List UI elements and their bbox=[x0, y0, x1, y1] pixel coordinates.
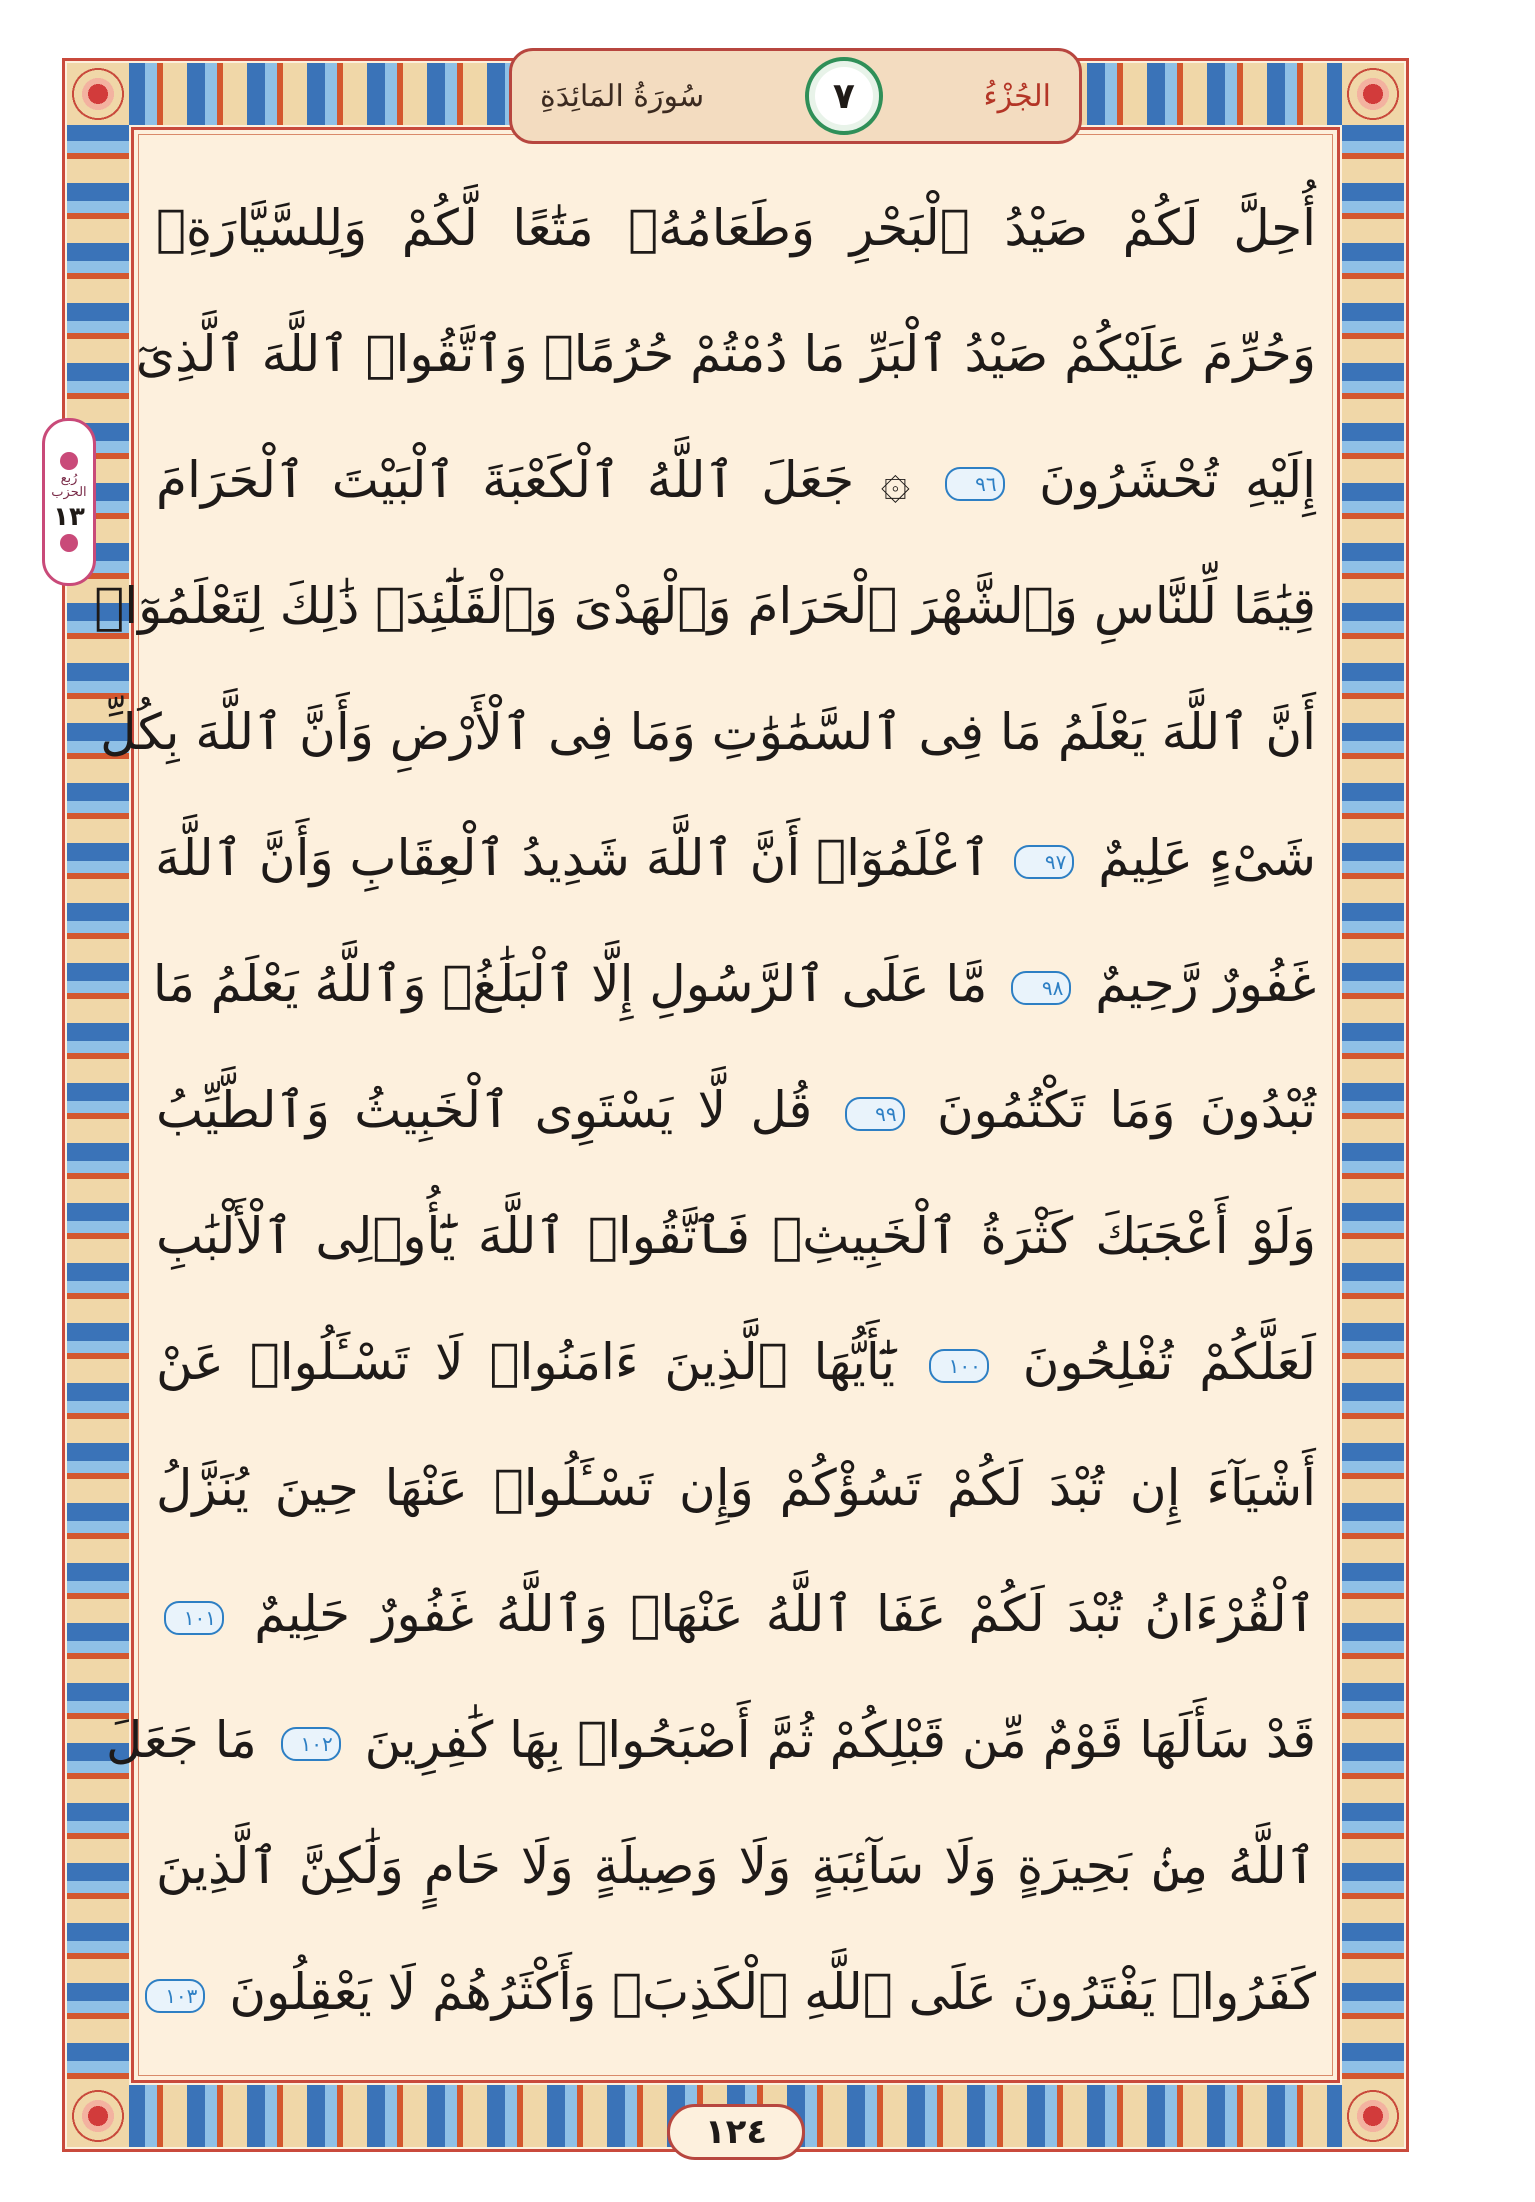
mushaf-page bbox=[51, 58, 1409, 2152]
page-number: ١٢٤ bbox=[667, 2104, 805, 2160]
line-text: قَدْ سَأَلَهَا قَوْمٌ مِّن قَبْلِكُمْ ثُمَّ أَصْبَحُوا۟ بِهَا كَٰفِرِينَ bbox=[364, 1711, 1316, 1769]
ayah-number-marker: ١٠١ bbox=[164, 1601, 224, 1635]
ayah-number-marker: ١٠٣ bbox=[145, 1979, 205, 2013]
ayah-number-marker: ١٠٠ bbox=[929, 1349, 989, 1383]
juz-label: الجُزْءُ bbox=[983, 78, 1051, 114]
flower-icon bbox=[60, 452, 78, 470]
text-line bbox=[100, 672, 1316, 792]
text-line bbox=[156, 420, 1316, 540]
text-line bbox=[156, 1932, 1316, 2052]
line-text: أَنَّ ٱللَّهَ يَعْلَمُ مَا فِى ٱلسَّمَٰوَٰتِ وَمَا فِى ٱلْأَرْضِ وَأَنَّ ٱللَّهَ بِكُلِّ bbox=[100, 703, 1316, 761]
line-text: لَعَلَّكُمْ تُفْلِحُونَ bbox=[1022, 1333, 1316, 1391]
page-header bbox=[509, 48, 1082, 144]
corner-ornament-bottom-right bbox=[1342, 2085, 1404, 2147]
text-line bbox=[156, 1176, 1316, 1296]
text-line bbox=[156, 1554, 1316, 1674]
line-text: وَحُرِّمَ عَلَيْكُمْ صَيْدُ ٱلْبَرِّ مَا دُمْتُمْ حُرُمًاۗ وَٱتَّقُوا۟ ٱللَّهَ ٱلَّذِىٓ bbox=[135, 325, 1316, 383]
text-line bbox=[156, 1806, 1316, 1926]
line-text: قِيَٰمًا لِّلنَّاسِ وَٱلشَّهْرَ ٱلْحَرَامَ وَٱلْهَدْىَ وَٱلْقَلَٰٓئِدَۚ ذَٰلِكَ لِتَعْلَمُوٓا۟ bbox=[94, 577, 1316, 635]
ayah-number-marker: ٩٩ bbox=[845, 1097, 905, 1131]
line-text-after: قُل لَّا يَسْتَوِى ٱلْخَبِيثُ وَٱلطَّيِّبُ bbox=[156, 1081, 813, 1139]
corner-ornament-bottom-left bbox=[67, 2085, 129, 2147]
line-text-after: مَا جَعَلَ bbox=[105, 1711, 257, 1769]
text-line bbox=[135, 294, 1316, 414]
line-text: أُحِلَّ لَكُمْ صَيْدُ ٱلْبَحْرِ وَطَعَامُهُۥ مَتَٰعًا لَّكُمْ وَلِلسَّيَّارَةِۖ bbox=[156, 199, 1316, 257]
juz-number-badge: ٧ bbox=[805, 57, 883, 135]
corner-ornament-top-left bbox=[67, 63, 129, 125]
line-text-after: مَّا عَلَى ٱلرَّسُولِ إِلَّا ٱلْبَلَٰغُۗ وَٱللَّهُ يَعْلَمُ مَا bbox=[152, 955, 988, 1013]
line-text: ٱلْقُرْءَانُ تُبْدَ لَكُمْ عَفَا ٱللَّهُ عَنْهَاۗ وَٱللَّهُ غَفُورٌ حَلِيمٌ bbox=[254, 1585, 1316, 1643]
ayah-number-marker: ٩٦ bbox=[945, 467, 1005, 501]
text-line bbox=[152, 924, 1316, 1044]
line-text: كَفَرُوا۟ يَفْتَرُونَ عَلَى ٱللَّهِ ٱلْكَذِبَۖ وَأَكْثَرُهُمْ لَا يَعْقِلُونَ bbox=[229, 1963, 1316, 2021]
rub-hizb-number: ١٣ bbox=[53, 502, 85, 533]
line-text: إِلَيْهِ تُحْشَرُونَ bbox=[1039, 451, 1316, 509]
line-text: أَشْيَآءَ إِن تُبْدَ لَكُمْ تَسُؤْكُمْ وَإِن تَسْـَٔلُوا۟ عَنْهَا حِينَ يُنَزَّلُ bbox=[156, 1459, 1316, 1517]
line-text: تُبْدُونَ وَمَا تَكْتُمُونَ bbox=[936, 1081, 1316, 1139]
line-text: وَلَوْ أَعْجَبَكَ كَثْرَةُ ٱلْخَبِيثِۚ فَٱتَّقُوا۟ ٱللَّهَ يَٰٓأُو۟لِى ٱلْأَلْبَٰبِ bbox=[156, 1207, 1316, 1265]
text-line bbox=[156, 1050, 1316, 1170]
line-text: ٱللَّهُ مِنۢ بَحِيرَةٍ وَلَا سَآئِبَةٍ وَلَا وَصِيلَةٍ وَلَا حَامٍ وَلَٰكِنَّ ٱلَّذِينَ bbox=[156, 1837, 1316, 1895]
ayah-number-marker: ٩٧ bbox=[1014, 845, 1074, 879]
line-text-after: ٱعْلَمُوٓا۟ أَنَّ ٱللَّهَ شَدِيدُ ٱلْعِقَابِ وَأَنَّ ٱللَّهَ bbox=[155, 829, 991, 887]
text-line bbox=[94, 546, 1316, 666]
rub-hizb-label: رُبع الحزب bbox=[51, 470, 87, 500]
line-text-after: ۞ جَعَلَ ٱللَّهُ ٱلْكَعْبَةَ ٱلْبَيْتَ ٱلْحَرَامَ bbox=[156, 451, 911, 509]
line-text: غَفُورٌ رَّحِيمٌ bbox=[1095, 955, 1316, 1013]
line-text-after: يَٰٓأَيُّهَا ٱلَّذِينَ ءَامَنُوا۟ لَا تَسْـَٔلُوا۟ عَنْ bbox=[156, 1333, 895, 1391]
text-line bbox=[156, 168, 1316, 288]
text-line bbox=[105, 1680, 1316, 1800]
text-line bbox=[156, 1428, 1316, 1548]
quran-text bbox=[94, 168, 1316, 2068]
line-text: شَىْءٍ عَلِيمٌ bbox=[1098, 829, 1316, 887]
corner-ornament-top-right bbox=[1342, 63, 1404, 125]
ayah-number-marker: ٩٨ bbox=[1011, 971, 1071, 1005]
text-line bbox=[156, 798, 1316, 918]
text-line bbox=[156, 1302, 1316, 1422]
flower-icon bbox=[60, 534, 78, 552]
ayah-number-marker: ١٠٢ bbox=[281, 1727, 341, 1761]
surah-name: سُورَةُ المَائِدَةِ bbox=[540, 78, 705, 114]
rub-hizb-marker bbox=[42, 418, 96, 586]
